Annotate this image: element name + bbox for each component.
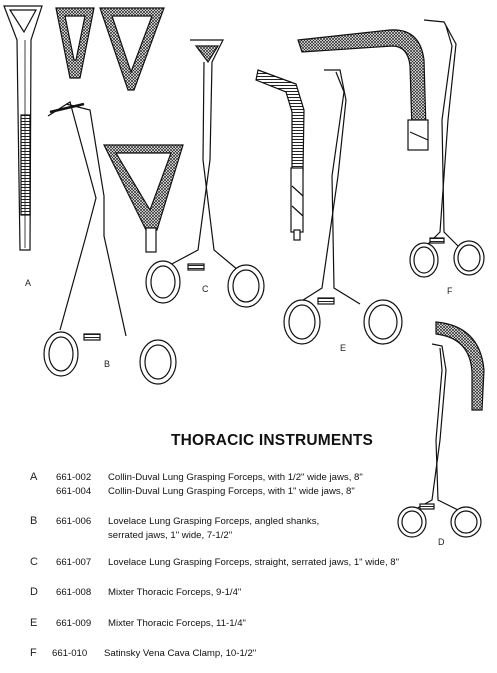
page-title: THORACIC INSTRUMENTS [171, 432, 374, 449]
entry-code: 661-006 [56, 516, 92, 527]
entry-code: 661-008 [56, 587, 92, 598]
figure-label-d: D [438, 537, 445, 547]
entry-description: Collin-Duval Lung Grasping Forceps, with 1/2" wide jaws, 8" [108, 472, 363, 483]
entry-description: Mixter Thoracic Forceps, 9-1/4" [108, 587, 242, 598]
entry-description: Lovelace Lung Grasping Forceps, angled shanks, [108, 516, 320, 527]
entry-code: 661-010 [52, 648, 88, 659]
entry-letter: C [30, 556, 38, 568]
jaw-detail-small [56, 8, 94, 78]
figure-label-a: A [25, 278, 32, 288]
entry-description: Mixter Thoracic Forceps, 11-1/4" [108, 618, 246, 629]
entry-code: 661-009 [56, 618, 92, 629]
entry-letter: D [30, 586, 38, 598]
catalog-entry [0, 485, 497, 505]
figure-label-c: C [202, 284, 209, 294]
instrument-f-jaw-detail [298, 30, 428, 150]
catalog-entry [0, 647, 497, 667]
triangle-jaw-detail [104, 145, 183, 252]
entry-letter: E [30, 617, 38, 629]
figure-label-b: B [104, 359, 111, 369]
catalog-entry [0, 556, 497, 576]
entry-letter: A [30, 471, 38, 483]
entry-code: 661-004 [56, 486, 92, 497]
instrument-e-jaw-detail [256, 70, 304, 240]
entry-code: 661-007 [56, 557, 92, 568]
jaw-detail-large [100, 8, 164, 90]
entry-description: Lovelace Lung Grasping Forceps, straight, serrated jaws, 1" wide, 8" [108, 557, 400, 568]
entry-description: serrated jaws, 1" wide, 7-1/2" [108, 530, 233, 541]
catalog-entry [0, 586, 497, 606]
figure-label-f: F [447, 286, 453, 296]
catalog-entry-continued [0, 529, 497, 549]
entry-letter: F [30, 647, 37, 659]
entry-description: Collin-Duval Lung Grasping Forceps, with 1" wide jaws, 8" [108, 486, 355, 497]
entry-description: Satinsky Vena Cava Clamp, 10-1/2" [104, 648, 257, 659]
instrument-a-forceps [4, 6, 42, 250]
entry-letter: B [30, 515, 38, 527]
entry-code: 661-002 [56, 472, 92, 483]
figure-label-e: E [340, 343, 347, 353]
catalog-entry [0, 617, 497, 637]
